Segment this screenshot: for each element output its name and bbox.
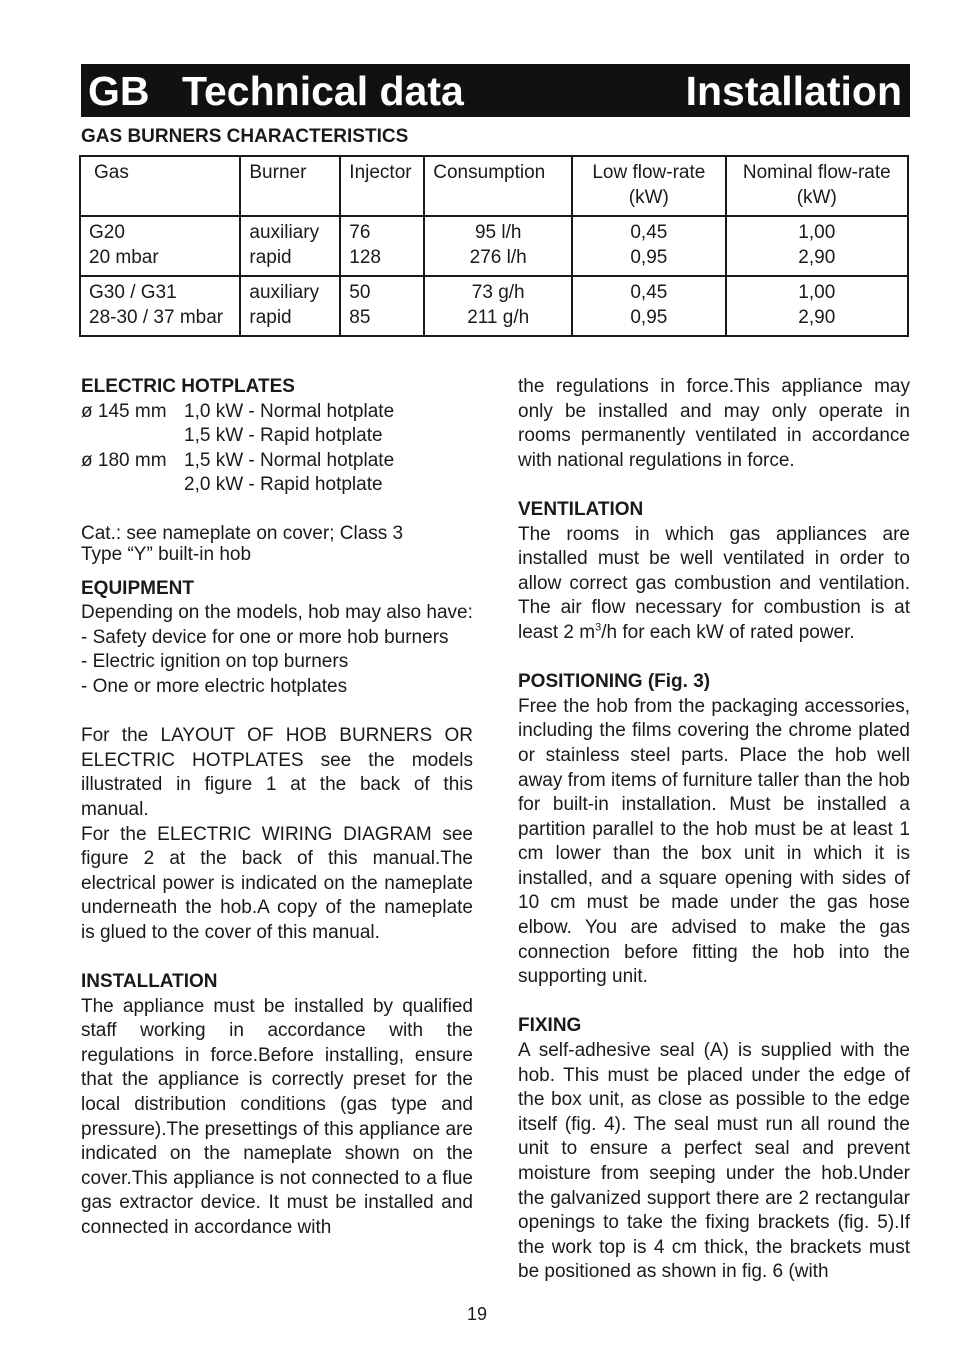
continued-paragraph: the regulations in force.This appliance may only be installed and may only operate in rooms permanently ventilated in accordance with national regulations in force. <box>518 376 910 471</box>
cell-gas: G30 / G31 28-30 / 37 mbar <box>80 276 240 336</box>
hotplate-spec: ø 180 mm 1,5 kW - Normal hotplate <box>81 449 395 471</box>
cell-low-flow-rate: 0,45 0,95 <box>572 216 725 276</box>
cell-injector: 76 128 <box>340 216 424 276</box>
ventilation-paragraph: The rooms in which gas appliances are installed must be well ventilated in order to allow correct gas combustion and ventilation. The air flow necessary for combustion is at least 2 $m^3/h$ for each kW of rated power. <box>518 523 910 643</box>
equipment-item: - Electric ignition on top burners <box>81 651 349 673</box>
ventilation-heading: VENTILATION <box>518 498 644 520</box>
header-burner: Burner <box>240 156 340 216</box>
page-number: 19 <box>466 1304 488 1324</box>
hotplate-spec: 2,0 kW - Rapid hotplate <box>184 474 383 496</box>
equipment-heading: EQUIPMENT <box>81 577 194 599</box>
cell-consumption: 73 g/h 211 g/h <box>424 276 572 336</box>
hotplate-spec: 1,5 kW - Rapid hotplate <box>184 425 383 447</box>
cell-burner: auxiliary rapid <box>240 276 340 336</box>
header-injector: Injector <box>340 156 424 216</box>
header-consumption: Consumption <box>424 156 572 216</box>
language-code: GB <box>88 68 150 114</box>
layout-paragraph: For the LAYOUT OF HOB BURNERS OR ELECTRIC HOTPLATES see the models illustrated in figure 1 at the back of this manual. <box>81 725 473 820</box>
fixing-paragraph: A self-adhesive seal (A) is supplied with the hob. This must be placed under the edge of the box unit, as close as possible to the edge itself (fig. 4). The seal must run all round the unit to ensure a perfect seal and prevent moisture from seeping under the hob.Under the galvanized support there are 2 rectangular openings to take the fixing brackets (fig. 5).If the work top is 4 cm thick, the brackets must be positioned as shown in fig. 6 (with <box>518 1040 910 1283</box>
installation-heading: INSTALLATION <box>81 971 218 993</box>
cell-nominal-flow-rate: 1,00 2,90 <box>726 216 908 276</box>
gas-burners-heading: GAS BURNERS CHARACTERISTICS <box>81 126 409 147</box>
cell-consumption: 95 l/h 276 l/h <box>424 216 572 276</box>
gas-burners-table <box>79 155 909 337</box>
fixing-heading: FIXING <box>518 1015 582 1037</box>
section-title-technical-data: Technical data <box>182 68 464 114</box>
cell-nominal-flow-rate: 1,00 2,90 <box>726 276 908 336</box>
table-row <box>80 276 908 336</box>
header-nominal-flow-rate: Nominal flow-rate (kW) <box>726 156 908 216</box>
positioning-heading: POSITIONING (Fig. 3) <box>518 671 711 693</box>
positioning-paragraph: Free the hob from the packaging accessories, including the films covering the chrome plated or stainless steel parts. Place the hob well away from items of furniture taller than the hob for built-in installation. Must be installed a partition parallel to the hob must be at least 1 cm lower than the box unit in which it is installed, and a square opening with sides of 10 cm must be made under the gas hose elbow. You are advised to make the gas connection before fitting the hob into the supporting unit. <box>518 695 910 988</box>
equipment-intro: Depending on the models, hob may also have: <box>81 602 473 624</box>
right-column <box>518 375 910 1285</box>
header-low-flow-rate: Low flow-rate (kW) <box>572 156 725 216</box>
page-header <box>81 64 910 117</box>
cell-low-flow-rate: 0,45 0,95 <box>572 276 725 336</box>
category-line: Cat.: see nameplate on cover; Class 3 <box>81 522 404 544</box>
hotplate-spec: ø 145 mm 1,0 kW - Normal hotplate <box>81 400 395 422</box>
cell-gas: G20 20 mbar <box>80 216 240 276</box>
table-row <box>80 216 908 276</box>
type-line: Type “Y” built-in hob <box>81 543 252 565</box>
table-header-row <box>80 156 908 216</box>
cell-burner: auxiliary rapid <box>240 216 340 276</box>
installation-paragraph: The appliance must be installed by qualified staff working in accordance with the regulations in force.Before installing, ensure that the appliance is correctly preset for the local distribution conditions (gas type and pressure).The presettings of this appliance are indicated on the nameplate shown on the cover.This appliance is not connected to a flue gas extractor device. It must be installed and connected in accordance with <box>81 995 473 1238</box>
electric-hotplates-heading: ELECTRIC HOTPLATES <box>81 376 295 397</box>
header-gas: Gas <box>80 156 240 216</box>
equipment-item: - Safety device for one or more hob burners <box>81 626 449 648</box>
cell-injector: 50 85 <box>340 276 424 336</box>
equipment-item: - One or more electric hotplates <box>81 675 348 697</box>
section-title-installation: Installation <box>685 68 902 114</box>
left-column <box>81 375 473 1241</box>
wiring-paragraph: For the ELECTRIC WIRING DIAGRAM see figure 2 at the back of this manual.The electrical power is indicated on the nameplate underneath the hob.A copy of the nameplate is glued to the cover of this manual. <box>81 823 473 943</box>
